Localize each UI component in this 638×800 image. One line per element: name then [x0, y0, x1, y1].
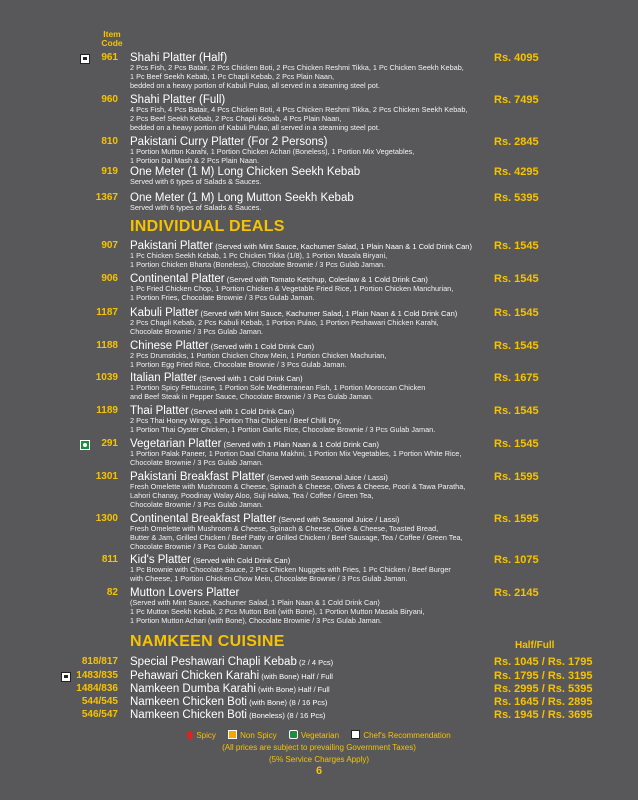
item-description	[130, 566, 451, 584]
item-code: 1483/835	[76, 670, 118, 681]
item-name-text: Shahi Platter (Half)	[130, 52, 228, 64]
item-price: Rs. 1595	[494, 471, 539, 483]
item-description	[130, 252, 387, 270]
description-line: 1 Pc Brownie with Chocolate Sauce, 2 Pcs Chicken Nuggets with Fries, 1 Pc Chicken / Beef Burger	[130, 565, 451, 574]
item-code: 1187	[96, 307, 118, 318]
item-description	[130, 384, 425, 402]
description-line: 1 Pc Mutton Seekh Kebab, 2 Pcs Mutton Boti (with Bone), 1 Portion Mutton Masala Biryani,	[130, 606, 425, 616]
item-serving-note: (Served with Cold Drink Can)	[191, 556, 291, 565]
item-name-text: Kid's Platter	[130, 554, 191, 566]
item-price: Rs. 1675	[494, 372, 539, 384]
item-code-header: Item Code	[101, 29, 123, 48]
item-price: Rs. 1945 / Rs. 3695	[494, 709, 593, 721]
item-code: 1301	[95, 471, 118, 482]
item-price: Rs. 4095	[494, 52, 539, 64]
description-line: 1 Pc Chicken Seekh Kebab, 1 Pc Chicken Tikka (1/8), 1 Portion Masala Biryani,	[130, 251, 388, 260]
chili-icon	[186, 730, 194, 740]
description-line: 1 Portion Thai Oyster Chicken, 1 Portion Garlic Rice, Chocolate Brownie / 3 Pcs Gulab Jaman.	[130, 424, 436, 434]
description-line: 2 Pcs Beef Seekh Kebab, 2 Pcs Chapli Kebab, 4 Pcs Plain Naan,	[130, 113, 342, 123]
item-price: Rs. 7495	[494, 94, 539, 106]
item-description	[130, 285, 453, 303]
item-description	[130, 352, 386, 370]
item-description	[130, 148, 414, 166]
description-line: with Cheese, 1 Portion Chicken Chow Mein, Chocolate Brownie / 3 Pcs Gulab Jaman.	[130, 573, 408, 583]
item-serving-note: (Served with Mint Sauce, Kachumer Salad, 1 Plain Naan & 1 Cold Drink Can)	[198, 309, 458, 318]
chef-hat-icon	[61, 672, 71, 682]
item-name	[130, 655, 333, 670]
description-line: 4 Pcs Fish, 4 Pcs Batair, 4 Pcs Chicken Boti, 4 Pcs Chicken Reshmi Tikka, 2 Pcs Chicken Seekh Kebab,	[130, 105, 468, 114]
description-line: bedded on a heavy portion of Kabuli Pulao, all served in a steaming steel pot.	[130, 122, 380, 132]
description-line: 2 Pcs Drumsticks, 1 Portion Chicken Chow Mein, 1 Portion Chicken Machurian,	[130, 351, 387, 360]
legend-chef: Chef's Recommendation	[351, 730, 450, 740]
description-line: Chocolate Brownie / 3 Pcs Gulab Jaman.	[130, 457, 264, 467]
description-line: 1 Portion Chicken Bharta (Boneless), Chocolate Brownie / 3 Pcs Gulab Jaman.	[130, 259, 386, 269]
item-price: Rs. 2995 / Rs. 5395	[494, 683, 593, 695]
item-code: 818/817	[81, 656, 118, 667]
item-serving-note: (Served with Seasonal Juice / Lassi)	[276, 515, 400, 524]
item-serving-note: (Boneless) (8 / 16 Pcs)	[246, 711, 326, 720]
item-price: Rs. 1795 / Rs. 3195	[494, 670, 593, 682]
description-line: Chocolate Brownie / 3 Pcs Gulab Jaman.	[130, 541, 264, 551]
item-description	[130, 525, 463, 551]
item-name-text: Vegetarian Platter	[130, 438, 222, 450]
item-name-text: Pehawari Chicken Karahi	[130, 670, 260, 682]
item-price: Rs. 1075	[494, 554, 539, 566]
description-line: 1 Portion Spicy Fettuccine, 1 Portion Sole Mediterranean Fish, 1 Portion Moroccan Chicken	[130, 383, 426, 392]
item-price: Rs. 1545	[494, 240, 539, 252]
item-name-text: Pakistani Curry Platter (For 2 Persons)	[130, 136, 328, 148]
description-line: bedded on a heavy portion of Kabuli Pulao, all served in a steaming steel pot.	[130, 80, 380, 90]
item-serving-note: (2 / 4 Pcs)	[296, 658, 334, 667]
description-line: 2 Pcs Fish, 2 Pcs Batair, 2 Pcs Chicken Boti, 2 Pcs Chicken Reshmi Tikka, 1 Pc Chicken Seekh Kebab,	[130, 63, 464, 72]
description-line: 1 Portion Palak Paneer, 1 Portion Daal Chana Makhni, 1 Portion Mix Vegetables, 1 Portion White Rice,	[130, 449, 462, 458]
item-price: Rs. 1645 / Rs. 2895	[494, 696, 593, 708]
item-serving-note: (with Bone) (8 / 16 Pcs)	[246, 698, 328, 707]
item-description	[130, 599, 424, 625]
item-code: 1189	[96, 405, 118, 416]
half-full-header: Half/Full	[515, 640, 555, 651]
vegetarian-icon	[289, 730, 298, 739]
item-name-text: Chinese Platter	[130, 340, 209, 352]
description-line: 1 Pc Beef Seekh Kebab, 1 Pc Chapli Kebab, 2 Pcs Plain Naan,	[130, 71, 335, 81]
description-line: 1 Portion Mutton Karahi, 1 Portion Chicken Achari (Boneless), 1 Portion Mix Vegetables,	[130, 147, 415, 156]
item-price: Rs. 5395	[494, 192, 539, 204]
item-price: Rs. 2845	[494, 136, 539, 148]
item-description	[130, 204, 261, 213]
item-price: Rs. 1545	[494, 307, 539, 319]
description-line: Fresh Omelette with Mushroom & Cheese, Spinach & Cheese, Olives & Cheese, Poori & Tawa Paratha,	[130, 482, 466, 491]
item-price: Rs. 1045 / Rs. 1795	[494, 656, 593, 668]
item-name-text: Pakistani Platter	[130, 240, 214, 252]
service-charge-note: (5% Service Charges Apply)	[268, 755, 370, 764]
item-price: Rs. 4295	[494, 166, 539, 178]
item-description	[130, 319, 439, 337]
item-code: 1484/836	[76, 683, 118, 694]
item-name-text: One Meter (1 M) Long Chicken Seekh Kebab	[130, 166, 361, 178]
item-name-text: Continental Breakfast Platter	[130, 513, 277, 525]
vegetarian-icon	[80, 440, 90, 450]
item-serving-note: (Served with Seasonal Juice / Lassi)	[264, 473, 388, 482]
item-price: Rs. 1545	[494, 405, 539, 417]
item-serving-note: (with Bone) Half / Full	[259, 672, 333, 681]
item-name-text: One Meter (1 M) Long Mutton Seekh Kebab	[130, 192, 354, 204]
item-code: 1039	[95, 372, 118, 383]
description-line: Served with 6 types of Salads & Sauces.	[130, 177, 262, 186]
item-name	[130, 708, 325, 723]
chef-hat-icon	[351, 730, 360, 739]
item-code: 1367	[95, 192, 118, 203]
tax-note: (All prices are subject to prevailing Government Taxes)	[222, 743, 416, 752]
description-line: (Served with Mint Sauce, Kachumer Salad, 1 Plain Naan & 1 Cold Drink Can)	[130, 598, 380, 607]
item-name-text: Kabuli Platter	[130, 307, 199, 319]
section-title-namkeen-cuisine: NAMKEEN CUISINE	[130, 633, 285, 650]
item-code: 544/545	[81, 696, 118, 707]
item-code: 906	[101, 273, 118, 284]
description-line: Lahori Chanay, Poodinay Walay Aloo, Suji Halwa, Tea / Coffee / Green Tea,	[130, 490, 374, 500]
description-line: Butter & Jam, Grilled Chicken / Beef Patty or Grilled Chicken / Beef Sausage, Tea / Coffee / Green Tea,	[130, 532, 463, 542]
item-serving-note: (Served with Mint Sauce, Kachumer Salad, 1 Plain Naan & 1 Cold Drink Can)	[213, 242, 472, 251]
description-line: Chocolate Brownie / 3 Pcs Gulab Jaman.	[130, 499, 264, 509]
item-serving-note: (Served with 1 Plain Naan & 1 Cold Drink Can)	[221, 440, 379, 449]
item-price: Rs. 1545	[494, 438, 539, 450]
item-description	[130, 64, 464, 90]
item-name-text: Shahi Platter (Full)	[130, 94, 226, 106]
non-spicy-icon	[228, 730, 237, 739]
item-description	[130, 483, 465, 509]
description-line: 1 Portion Egg Fried Rice, Chocolate Brownie / 3 Pcs Gulab Jaman.	[130, 359, 347, 369]
item-code: 810	[101, 136, 118, 147]
item-price: Rs. 1545	[494, 273, 539, 285]
description-line: 1 Portion Fries, Chocolate Brownie / 3 Pcs Gulab Jaman.	[130, 292, 315, 302]
item-name-text: Namkeen Chicken Boti	[130, 709, 247, 721]
legend-spicy: Spicy	[187, 731, 216, 740]
item-name-text: Mutton Lovers Platter	[130, 587, 240, 599]
item-code: 1300	[95, 513, 118, 524]
item-serving-note: (with Bone) Half / Full	[255, 685, 330, 694]
item-code: 960	[101, 94, 118, 105]
description-line: Served with 6 types of Salads & Sauces.	[130, 203, 262, 212]
item-code: 919	[101, 166, 118, 177]
item-serving-note: (Served with 1 Cold Drink Can)	[197, 374, 303, 383]
item-description	[130, 178, 261, 187]
item-name-text: Special Peshawari Chapli Kebab	[130, 656, 297, 668]
item-code: 961	[101, 52, 118, 63]
item-description	[130, 417, 435, 435]
item-code: 811	[101, 554, 118, 565]
page-number: 6	[315, 765, 323, 777]
item-name-text: Thai Platter	[130, 405, 189, 417]
chef-hat-icon	[80, 54, 90, 64]
description-line: 1 Portion Mutton Achari (with Bone), Chocolate Brownie / 3 Pcs Gulab Jaman.	[130, 615, 382, 625]
item-name-text: Continental Platter	[130, 273, 225, 285]
item-price: Rs. 1595	[494, 513, 539, 525]
description-line: Fresh Omelette with Mushroom & Cheese, Spinach & Cheese, Olive & Cheese, Toasted Bread,	[130, 524, 439, 533]
item-name-text: Namkeen Dumba Karahi	[130, 683, 256, 695]
section-title-individual-deals: INDIVIDUAL DEALS	[130, 218, 285, 235]
description-line: Chocolate Brownie / 3 Pcs Gulab Jaman.	[130, 326, 264, 336]
item-code: 82	[106, 587, 118, 598]
item-name-text: Namkeen Chicken Boti	[130, 696, 247, 708]
description-line: 1 Pc Fried Chicken Chop, 1 Portion Chicken & Vegetable Fried Rice, 1 Portion Chicken Manchurian,	[130, 284, 454, 293]
item-serving-note: (Served with 1 Cold Drink Can)	[188, 407, 295, 416]
legend-non-spicy: Non Spicy	[228, 730, 276, 740]
item-code: 546/547	[81, 709, 118, 720]
item-serving-note: (Served with Tomato Ketchup, Coleslaw & 1 Cold Drink Can)	[224, 275, 428, 284]
description-line: 2 Pcs Thai Honey Wings, 1 Portion Thai Chicken / Beef Chilli Dry,	[130, 416, 342, 425]
item-code: 907	[101, 240, 118, 251]
item-price: Rs. 1545	[494, 340, 539, 352]
item-name-text: Pakistani Breakfast Platter	[130, 471, 265, 483]
legend-vegetarian: Vegetarian	[289, 730, 339, 740]
item-description	[130, 450, 461, 468]
item-code: 1188	[96, 340, 118, 351]
item-serving-note: (Served with 1 Cold Drink Can)	[208, 342, 315, 351]
description-line: and Beef Steak in Pepper Sauce, Chocolate Brownie / 3 Pcs Gulab Jaman.	[130, 391, 373, 401]
item-price: Rs. 2145	[494, 587, 539, 599]
item-name-text: Italian Platter	[130, 372, 198, 384]
legend	[0, 730, 638, 740]
item-code: 291	[101, 438, 118, 449]
description-line: 1 Portion Dal Mash & 2 Pcs Plain Naan.	[130, 155, 259, 165]
item-description	[130, 106, 467, 132]
description-line: 2 Pcs Chapli Kebab, 2 Pcs Kabuli Kebab, 1 Portion Pulao, 1 Portion Peshawari Chicken Karahi,	[130, 318, 439, 327]
